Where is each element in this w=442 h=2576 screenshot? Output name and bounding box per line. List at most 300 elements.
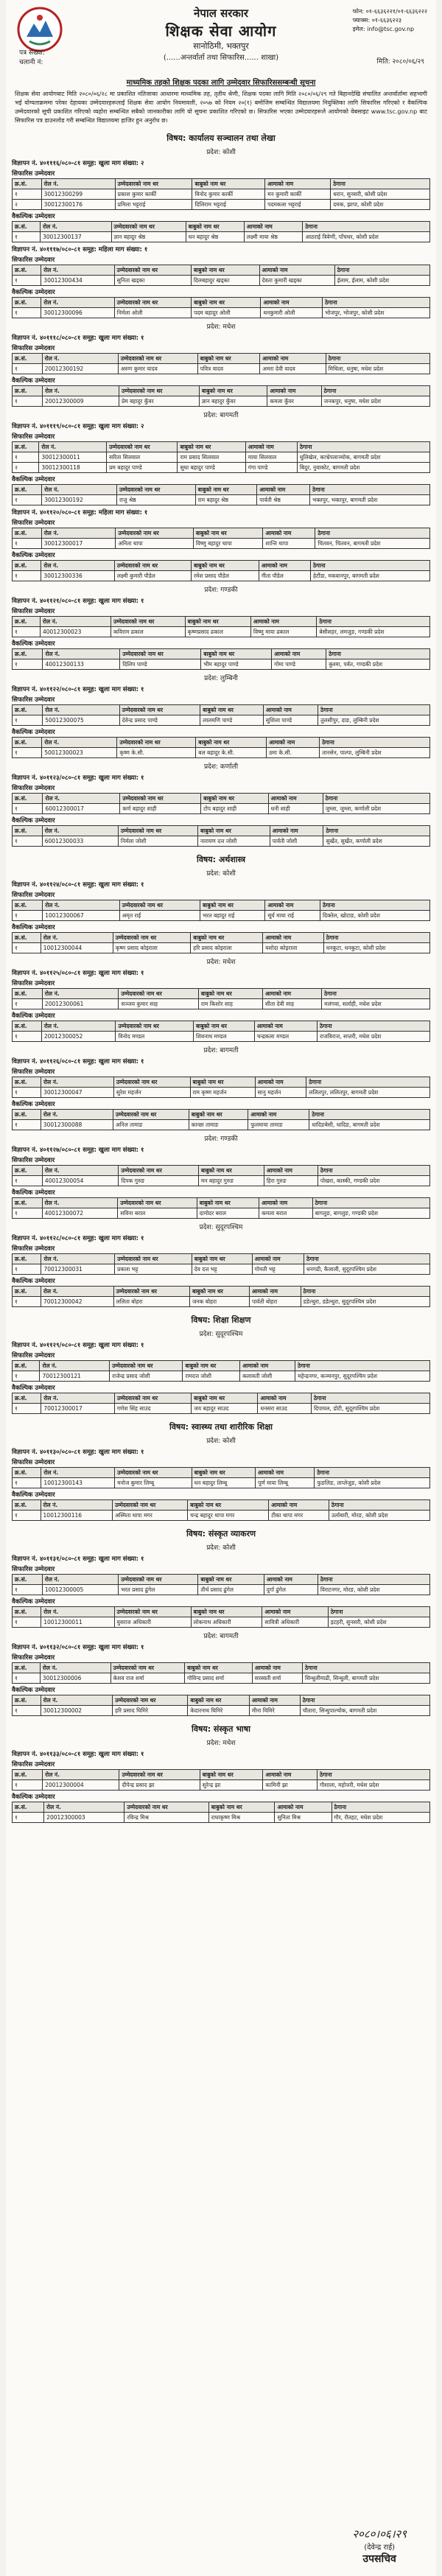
column-header-address: ठेगाना (320, 900, 430, 911)
section-name: (......अन्तर्वार्ता तथा सिफारिस...... शाखा) (163, 54, 279, 62)
column-header-sn: क्र.सं. (13, 179, 42, 189)
alternate-label: वैकल्पिक उम्मेदवार (12, 289, 55, 296)
column-header-name: उम्मेदवारको नाम थर (113, 1077, 190, 1088)
cell-roll: 30012300047 (41, 1088, 114, 1098)
subject-heading: विषय: अर्थशास्त्र (196, 855, 246, 864)
table-row (13, 659, 430, 670)
column-header-mother: आमाको नाम (252, 1254, 304, 1264)
column-header-address: ठेगाना (317, 1021, 429, 1032)
cell-name: दीपेन्द्र प्रसाद झा (119, 1780, 200, 1791)
cell-father: देव दत्त भट्ट (192, 1264, 252, 1275)
cell-mother: मीना घिमिरे (249, 1706, 300, 1716)
table-header-row (13, 900, 430, 911)
recommended-table (12, 1253, 430, 1275)
alternate-table (12, 1802, 430, 1823)
cell-father: धन बहादुर लिम्बू (192, 1478, 255, 1488)
advertisement-line: विज्ञापन नं. ४०११२७/०८०-८१ समूह: खुला माग संख्या: १ (12, 1147, 144, 1154)
cell-sn: १ (13, 999, 43, 1009)
alternate-label: वैकल्पिक उम्मेदवार (12, 924, 55, 931)
alternate-table (12, 1109, 430, 1130)
subjects-container (12, 133, 430, 1823)
cell-roll: 40012300133 (43, 659, 120, 670)
cell-father: राधाकृष्ण मिश्र (208, 1813, 275, 1823)
column-header-father: बाबुको नाम थर (191, 1607, 262, 1617)
table-row (13, 364, 430, 374)
recommended-table (12, 616, 430, 637)
province-heading: प्रदेश: बागमती (203, 412, 239, 419)
cell-father: रामदत्त जोशी (183, 1371, 240, 1382)
cell-roll: 20012300009 (43, 396, 119, 407)
cell-father: भरत बहादुर राई (200, 911, 265, 921)
cell-sn: १ (13, 627, 41, 637)
column-header-roll: रोल नं. (41, 1287, 113, 1297)
column-header-sn: क्र.सं. (13, 900, 43, 911)
province-heading: प्रदेश: कर्णाली (203, 763, 239, 771)
advertisement-line: विज्ञापन नं. ४०११२३/०८०-८१ समूह: खुला माग संख्या: १ (12, 774, 144, 782)
advertisement-line: विज्ञापन नं. ४०११२२/०८०-८१ समूह: खुला माग संख्या: १ (12, 686, 144, 693)
cell-name: रविन्द्र मिश्र (124, 1813, 208, 1823)
recommended-table (12, 441, 430, 473)
table-row (13, 999, 430, 1009)
cell-father: दिलबहादुर खड्का (191, 276, 259, 286)
column-header-address: ठेगाना (317, 1770, 429, 1780)
recommended-label: सिफारिस उम्मेदवार (12, 345, 55, 352)
cell-name: राजु श्रेष्ठ (116, 495, 195, 505)
recommended-table (12, 1769, 430, 1791)
alternate-label: वैकल्पिक उम्मेदवार (12, 640, 55, 648)
recommended-label: सिफारिस उम्मेदवार (12, 433, 55, 441)
alternate-label: वैकल्पिक उम्मेदवार (12, 729, 55, 736)
cell-sn: १ (13, 1780, 43, 1791)
cell-mother: गोमती भट्ट (252, 1264, 304, 1275)
cell-father: राम किशोर साह (198, 999, 262, 1009)
table-header-row (13, 386, 430, 396)
advertisement-line: विज्ञापन नं. ४०११३१/०८०-८१ समूह: खुला माग संख्या: १ (12, 1555, 144, 1563)
cell-father: कृष्णप्रसाद ढकाल (185, 627, 250, 637)
cell-roll: 70012300017 (41, 1404, 114, 1414)
column-header-name: उम्मेदवारको नाम थर (114, 561, 191, 571)
column-header-sn: क्र.सं. (13, 1695, 41, 1706)
advertisement-line: विज्ञापन नं. ४०११२९/०८०-८१ समूह: खुला माग संख्या: १ (12, 1342, 144, 1349)
column-header-sn: क्र.सं. (13, 485, 42, 495)
column-header-roll: रोल नं. (41, 1607, 114, 1617)
cell-mother: धनी शाही (268, 804, 323, 814)
cell-mother: टीका थापा मगर (269, 1511, 329, 1521)
column-header-mother: आमाको नाम (262, 989, 321, 999)
column-header-roll: रोल नं. (40, 617, 110, 627)
column-header-roll: रोल नं. (42, 738, 117, 748)
column-header-father: बाबुको नाम थर (197, 1198, 259, 1208)
cell-roll: 30012300176 (41, 200, 115, 210)
column-header-sn: क्र.सं. (13, 1468, 41, 1478)
table-header-row (13, 738, 430, 748)
column-header-mother: आमाको नाम (245, 442, 297, 452)
recommended-table (12, 1467, 430, 1488)
cell-address: धुलिखेल, काभ्रेपलाञ्चोक, बागमती प्रदेश (297, 452, 429, 463)
column-header-father: बाबुको नाम थर (201, 794, 269, 804)
recommended-table (12, 1077, 430, 1098)
column-header-roll: रोल नं. (42, 1198, 118, 1208)
column-header-name: उम्मेदवारको नाम थर (120, 794, 201, 804)
cell-address: जुम्ला, जुम्ला, कर्णाली प्रदेश (323, 804, 429, 814)
cell-address: गौर, रौतहट, मधेश प्रदेश (332, 1813, 430, 1823)
alternate-label: वैकल्पिक उम्मेदवार (12, 213, 55, 220)
cell-mother: गीता पौडेल (259, 571, 310, 581)
column-header-roll: रोल नं. (41, 1077, 114, 1088)
column-header-address: ठेगाना (315, 528, 430, 539)
table-row (13, 1297, 430, 1307)
cell-sn: १ (13, 276, 41, 286)
cell-sn: १ (13, 364, 43, 374)
column-header-address: ठेगाना (332, 1802, 430, 1813)
province-heading: प्रदेश: लुम्बिनी (204, 675, 238, 682)
cell-address: चौतारा, सिन्धुपाल्चोक, बागमती प्रदेश (300, 1706, 429, 1716)
recommended-table (12, 1574, 430, 1595)
column-header-roll: रोल नं. (44, 1802, 124, 1813)
column-header-address: ठेगाना (303, 1663, 430, 1673)
cell-sn: १ (13, 539, 42, 549)
cell-name: प्रमिला भट्टराई (115, 200, 192, 210)
notice-title: माध्यमिक तहको शिक्षक पदका लागि उम्मेदवार सिफारिससम्बन्धी सूचना (126, 79, 316, 87)
alternate-label: वैकल्पिक उम्मेदवार (12, 476, 55, 483)
cell-sn: १ (13, 571, 41, 581)
cell-mother: धनसरा साउद (258, 1404, 312, 1414)
alternate-label: वैकल्पिक उम्मेदवार (12, 1278, 55, 1285)
column-header-mother: आमाको नाम (255, 1077, 306, 1088)
recommended-table (12, 988, 430, 1009)
recommended-label: सिफारिस उम्मेदवार (12, 980, 55, 987)
column-header-name: उम्मेदवारको नाम थर (117, 738, 196, 748)
column-header-roll: रोल नं. (41, 1254, 115, 1264)
province-heading: प्रदेश: कोशी (206, 1544, 236, 1552)
column-header-father: बाबुको नाम थर (192, 1254, 252, 1264)
org-name: शिक्षक सेवा आयोग (165, 22, 277, 40)
cell-address: ललितपुर, ललितपुर, बागमती प्रदेश (306, 1088, 430, 1098)
column-header-father: बाबुको नाम थर (183, 1361, 240, 1371)
advertisement-line: विज्ञापन नं. ४०११२१/०८०-८१ समूह: खुला माग संख्या: १ (12, 598, 144, 605)
recommended-table (12, 265, 430, 286)
column-header-name: उम्मेदवारको नाम थर (119, 705, 200, 715)
cell-father: भीम बहादुर पाण्डे (201, 659, 272, 670)
column-header-father: बाबुको नाम थर (188, 1500, 269, 1511)
province-heading: प्रदेश: कोशी (206, 870, 236, 878)
subject-heading: विषय: शिक्षा शिक्षण (191, 1315, 251, 1325)
cell-roll: 10012300143 (41, 1478, 115, 1488)
table-row (13, 308, 430, 318)
cell-mother: सुनिता मिश्र (275, 1813, 332, 1823)
cell-name: दिलिप पाण्डे (120, 659, 201, 670)
cell-name: अनिल तामाङ (113, 1120, 189, 1130)
column-header-address: ठेगाना (300, 1695, 429, 1706)
column-header-name: उम्मेदवारको नाम थर (120, 649, 201, 659)
column-header-sn: क्र.सं. (13, 826, 43, 836)
recommended-table (12, 793, 430, 814)
cell-address: बागलुङ, बागलुङ, गण्डकी प्रदेश (312, 1208, 429, 1219)
column-header-father: बाबुको नाम थर (194, 1021, 255, 1032)
column-header-father: बाबुको नाम थर (184, 1663, 252, 1673)
govt-name: नेपाल सरकार (194, 7, 248, 20)
column-header-mother: आमाको नाम (248, 1110, 309, 1120)
column-header-mother: आमाको नाम (249, 1287, 301, 1297)
table-header-row (13, 1393, 430, 1404)
alternate-label: वैकल्पिक उम्मेदवार (12, 1385, 55, 1392)
alternate-table (12, 1695, 430, 1716)
column-header-roll: रोल नं. (43, 1770, 119, 1780)
table-row (13, 1478, 430, 1488)
table-header-row (13, 1802, 430, 1813)
column-header-father: बाबुको नाम थर (190, 1077, 255, 1088)
cell-roll: 20012300003 (44, 1813, 124, 1823)
column-header-sn: क्र.सं. (13, 1077, 41, 1088)
column-header-father: बाबुको नाम थर (198, 1575, 264, 1585)
table-row (13, 200, 430, 210)
column-header-father: बाबुको नाम थर (196, 738, 267, 748)
column-header-address: ठेगाना (311, 1393, 429, 1404)
cell-name: मनोज कुमार लिम्बू (115, 1478, 192, 1488)
alternate-table (12, 1499, 430, 1521)
cell-roll: 50012300075 (43, 715, 119, 726)
column-header-name: उम्मेदवारको नाम थर (110, 1663, 184, 1673)
table-header-row (13, 705, 430, 715)
column-header-sn: क्र.सं. (13, 1361, 40, 1371)
column-header-name: उम्मेदवारको नाम थर (118, 354, 197, 364)
table-row (13, 1088, 430, 1098)
column-header-name: उम्मेदवारको नाम थर (113, 933, 191, 943)
table-row (13, 1371, 430, 1382)
cell-name: सरिता सिलवाल (107, 452, 178, 463)
cell-sn: १ (13, 715, 43, 726)
province-heading: प्रदेश: कोशी (206, 1438, 236, 1445)
cell-mother: पार्वती बोहरा (249, 1297, 301, 1307)
table-header-row (13, 989, 430, 999)
alternate-label: वैकल्पिक उम्मेदवार (12, 1598, 55, 1606)
column-header-name: उम्मेदवारको नाम थर (111, 222, 186, 232)
cell-mother: शान्ति थापा (263, 539, 315, 549)
cell-address: डडेल्धुरा, डडेल्धुरा, सुदूरपश्चिम प्रदेश (301, 1297, 429, 1307)
column-header-name: उम्मेदवारको नाम थर (110, 1361, 183, 1371)
alternate-label: वैकल्पिक उम्मेदवार (12, 817, 55, 825)
column-header-sn: क्र.सं. (13, 1021, 42, 1032)
column-header-sn: क्र.सं. (13, 298, 41, 308)
cell-name: राजेन्द्र प्रसाद जोशी (110, 1371, 183, 1382)
table-row (13, 943, 430, 953)
column-header-father: बाबुको नाम थर (199, 386, 267, 396)
table-row (13, 232, 430, 242)
alternate-label: वैकल्पिक उम्मेदवार (12, 1687, 55, 1694)
alternate-table (12, 1286, 430, 1307)
cell-roll: 30012300088 (41, 1120, 113, 1130)
cell-roll: 10012300067 (43, 911, 119, 921)
advertisement-line: विज्ञापन नं. ४०११२६/०८०-८१ समूह: खुला माग संख्या: १ (12, 1058, 144, 1065)
column-header-address: ठेगाना (323, 826, 430, 836)
column-header-sn: क्र.सं. (13, 1770, 43, 1780)
signatory-name: (देवेन्द्र राई) (364, 2544, 396, 2552)
recommended-table (12, 528, 430, 549)
province-heading: प्रदेश: मधेश (206, 959, 236, 966)
cell-mother: कामिनी झा (263, 1780, 318, 1791)
table-row (13, 1208, 430, 1219)
table-row (13, 1617, 430, 1628)
column-header-mother: आमाको नाम (259, 561, 310, 571)
subject-heading: विषय: कार्यालय सञ्चालन तथा लेखा (166, 133, 276, 143)
cell-mother: सूर्य माया राई (265, 911, 320, 921)
table-row (13, 463, 430, 473)
column-header-address: ठेगाना (331, 179, 430, 189)
table-header-row (13, 1361, 430, 1371)
column-header-roll: रोल नं. (41, 179, 115, 189)
org-address: सानोठिमी, भक्तपुर (193, 41, 249, 51)
recommended-label: सिफारिस उम्मेदवार (12, 892, 55, 899)
cell-father: विनोद कुमार कार्की (192, 189, 265, 200)
cell-roll: 10012300044 (41, 943, 113, 953)
table-header-row (13, 1287, 430, 1297)
cell-roll: 30012300137 (41, 232, 111, 242)
cell-mother: कलावती जोशी (240, 1371, 295, 1382)
cell-father: सुधा बहादुर पाण्डे (178, 463, 245, 473)
cell-sn: १ (13, 1706, 41, 1716)
column-header-name: उम्मेदवारको नाम थर (113, 1110, 189, 1120)
cell-father: दामोदर बराल (197, 1208, 259, 1219)
cell-mother: लक्ष्मी माया श्रेष्ठ (244, 232, 303, 242)
cell-mother: सावित्री अधिकारी (262, 1617, 328, 1628)
table-row (13, 1511, 430, 1521)
column-header-name: उम्मेदवारको नाम थर (116, 1021, 194, 1032)
cell-father: दिलिराम भट्टराई (192, 200, 265, 210)
table-row (13, 1673, 430, 1684)
column-header-name: उम्मेदवारको नाम थर (115, 1254, 192, 1264)
column-header-name: उम्मेदवारको नाम थर (111, 617, 186, 627)
notice-body: शिक्षक सेवा आयोगबाट मिति २०८०/०६/२८ मा प्रकाशित नतिजाका आधारमा माध्यमिक तह, तृतीय श्रेणी, शिक्षक पदका लागि मिति २०८०/०६/२९ गते बिहानदेखि संचालित अन्तर्वार्तामा सहभागी भई योग्यताक्रममा परेका देहायका उम्मेदवारहरूलाई शिक्षक सेवा आयोग नियमावली, २०५७ को नियम २०(१) बमोजिम सम्बन्धित विद्यालयमा नियुक्तिका लागि सिफारिस गरिएको र वैकल्पिक उम्मेदवारको सूची प्रकाशित गरिएको व्यहोरा सम्बन्धित सबैको जानकारीका लागि यो सूचना प्रकाशित गरिएको छ। सिफारिस भएका उम्मेदवारहरूले आयोगको वेबसाइट www.tsc.gov.np बाट सिफारिस पत्र डाउनलोड गरी सम्बन्धित विद्यालयमा हाजिर हुन अनुरोध छ। (15, 91, 427, 124)
cell-address: भोजपुर, भोजपुर, कोशी प्रदेश (323, 308, 430, 318)
column-header-name: उम्मेदवारको नाम थर (115, 179, 192, 189)
cell-sn: १ (13, 1585, 43, 1595)
column-header-mother: आमाको नाम (256, 1468, 315, 1478)
cell-name: युवराज अधिकारी (114, 1617, 191, 1628)
table-header-row (13, 1077, 430, 1088)
alternate-label: वैकल्पिक उम्मेदवार (12, 1491, 55, 1499)
cell-address: तानसेन, पाल्पा, लुम्बिनी प्रदेश (320, 748, 430, 758)
column-header-address: ठेगाना (318, 705, 430, 715)
subject-heading: विषय: संस्कृत व्याकरण (186, 1529, 256, 1539)
column-header-mother: आमाको नाम (261, 298, 323, 308)
column-header-mother: आमाको नाम (257, 485, 310, 495)
table-header-row (13, 1254, 430, 1264)
cell-name: देवेन्द्र प्रसाद पाण्डे (119, 715, 200, 726)
cell-roll: 60012300017 (43, 804, 120, 814)
column-header-name: उम्मेदवारको नाम थर (113, 1695, 188, 1706)
cell-father: नारायण दत्त जोशी (197, 836, 270, 847)
table-row (13, 571, 430, 581)
cell-sn: १ (13, 232, 41, 242)
reference-lines (19, 49, 45, 68)
province-heading: प्रदेश: गण्डकी (204, 1135, 238, 1143)
cell-mother: पार्वती श्रेष्ठ (257, 495, 310, 505)
cell-roll: 10012300011 (41, 1617, 114, 1628)
cell-mother: देवता कुमारी खड्का (259, 276, 334, 286)
column-header-name: उम्मेदवारको नाम थर (118, 1198, 197, 1208)
alternate-table (12, 1606, 430, 1628)
cell-address: इटहरी, सुनसरी, कोशी प्रदेश (328, 1617, 429, 1628)
column-header-sn: क्र.सं. (13, 1287, 41, 1297)
cell-address: धनगढी, कैलाली, सुदूरपश्चिम प्रदेश (304, 1264, 430, 1275)
column-header-mother: आमाको नाम (244, 222, 303, 232)
letterhead-area (12, 4, 430, 75)
cell-roll: 70012300042 (41, 1297, 113, 1307)
cell-roll: 20012300004 (43, 1780, 119, 1791)
column-header-address: ठेगाना (295, 1361, 430, 1371)
recommended-label: सिफारिस उम्मेदवार (12, 1245, 55, 1253)
column-header-name: उम्मेदवारको नाम थर (119, 1770, 200, 1780)
cell-sn: १ (13, 495, 42, 505)
column-header-sn: क्र.सं. (13, 933, 41, 943)
cell-roll: 30012300096 (41, 308, 114, 318)
advertisement-line: विज्ञापन नं. ४०११२०/०८०-८१ समूह: महिला माग संख्या: १ (12, 509, 148, 517)
cell-sn: १ (13, 1617, 41, 1628)
cell-roll: 30012300011 (39, 452, 107, 463)
column-header-address: ठेगाना (318, 1575, 429, 1585)
recommended-label: सिफारिस उम्मेदवार (12, 1352, 55, 1359)
recommended-label: सिफारिस उम्मेदवार (12, 1566, 55, 1573)
column-header-father: बाबुको नाम थर (191, 933, 263, 943)
cell-roll: 10012300005 (42, 1585, 118, 1595)
advertisement-line: विज्ञापन नं. ४०१११६/०८०-८१ समूह: खुला माग संख्या: २ (12, 160, 144, 167)
table-row (13, 276, 430, 286)
cell-roll: 40012300023 (40, 627, 110, 637)
advertisement-line: विज्ञापन नं. ४०१११७/०८०-८१ समूह: महिला माग संख्या: १ (12, 246, 148, 253)
column-header-address: ठेगाना (320, 738, 430, 748)
column-header-roll: रोल नं. (39, 442, 107, 452)
cell-address: हेटौंडा, मकवानपुर, बागमती प्रदेश (310, 571, 429, 581)
column-header-mother: आमाको नाम (269, 1500, 329, 1511)
column-header-sn: क्र.सं. (13, 738, 42, 748)
cell-roll: 30012300192 (42, 495, 117, 505)
table-header-row (13, 617, 430, 627)
alternate-table (12, 484, 430, 505)
column-header-roll: रोल नं. (40, 1663, 110, 1673)
cell-address: सुर्खेत, सुर्खेत, कर्णाली प्रदेश (323, 836, 430, 847)
cell-father: कान्छा तामाङ (189, 1120, 248, 1130)
column-header-roll: रोल नं. (43, 705, 119, 715)
cell-roll: 30012300002 (41, 1706, 113, 1716)
cell-mother: मन कुमारी कार्की (265, 189, 331, 200)
column-header-roll: रोल नं. (42, 989, 118, 999)
cell-father: चन्द्र बहादुर थापा मगर (188, 1511, 269, 1521)
cell-father: राम बहादुर श्रेष्ठ (195, 495, 257, 505)
cell-father: पदम बहादुर ओली (192, 308, 261, 318)
cell-mother: दुर्गा ढुंगेल (264, 1585, 318, 1595)
column-header-father: बाबुको नाम थर (193, 528, 263, 539)
column-header-roll: रोल नं. (42, 1575, 118, 1585)
cell-father: टोप बहादुर शाही (201, 804, 269, 814)
column-header-mother: आमाको नाम (263, 1770, 318, 1780)
column-header-roll: रोल नं. (41, 298, 114, 308)
cell-address: चितवन, चितवन, बागमती प्रदेश (315, 539, 430, 549)
table-header-row (13, 1166, 430, 1176)
alternate-label: वैकल्पिक उम्मेदवार (12, 552, 55, 559)
cell-sn: १ (13, 1264, 41, 1275)
table-header-row (13, 1575, 430, 1585)
column-header-name: उम्मेदवारको नाम थर (116, 528, 193, 539)
province-heading: प्रदेश: कोशी (206, 149, 236, 156)
column-header-name: उम्मेदवारको नाम थर (114, 1393, 191, 1404)
column-header-mother: आमाको नाम (258, 1393, 312, 1404)
column-header-sn: क्र.सं. (13, 442, 39, 452)
cell-father: जय बहादुर साउद (192, 1404, 258, 1414)
cell-name: सुरेश महर्जन (113, 1088, 190, 1098)
column-header-sn: क्र.सं. (13, 1607, 41, 1617)
column-header-sn: क्र.सं. (13, 1110, 41, 1120)
cell-address: फुङलिङ, ताप्लेजुङ, कोशी प्रदेश (315, 1478, 430, 1488)
